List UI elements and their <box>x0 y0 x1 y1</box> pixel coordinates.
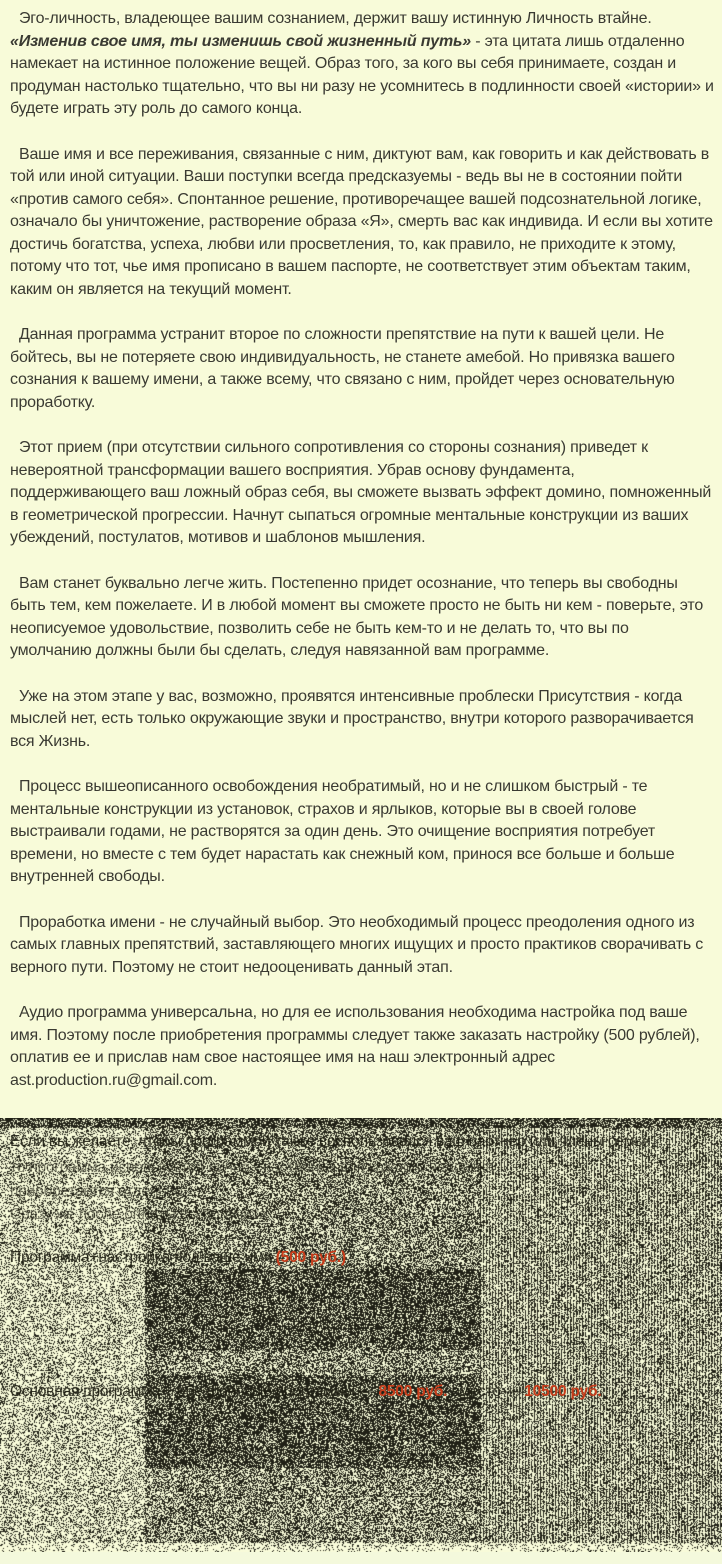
intro-rest: - эта цитата лишь отдаленно намекает на истинное положение вещей. Образ того, за кого вы себя принимаете, создан и продуман настолько тщательно, что вы ни разу не усомнитесь в подлинности своей «истории» и будете играть эту роль до самого конца. <box>10 32 714 117</box>
footer-line-after-payment: Сразу же после оплаты вы получите <box>10 1206 267 1223</box>
footer-line-personal-setup: то программа используется лично - настройка для каждого человека <box>10 1159 494 1176</box>
paragraph-presence: Уже на этом этапе у вас, возможно, проявятся интенсивные проблески Присутствия - когда мыслей нет, есть только окружающие звуки и пространство, внутри которого разворачивается вся Жизнь. <box>10 687 694 750</box>
paragraph-name-work: Проработка имени - не случайный выбор. Это необходимый процесс преодоления одного из самых главных препятствий, заставляющего многих ищущих и просто практиков сворачивать с верного пути. Поэтому не стоит недооценивать данный этап. <box>10 913 704 976</box>
paragraph-transformation: Этот прием (при отсутствии сильного сопротивления со стороны сознания) приведет к невероятной трансформации вашего восприятия. Убрав основу фундамента, поддерживающего ваш ложный образ себя, вы сможете вызвать эффект домино, помноженный в геометрической прогрессии. Начнут сыпаться огромные ментальные конструкции из ваших убеждений, постулатов, мотивов и шаблонов мышления. <box>10 439 712 546</box>
offer-setup-price: (500 руб.) <box>275 1249 346 1266</box>
paragraph-intro <box>10 8 714 121</box>
degraded-footer-block <box>0 1118 722 1552</box>
footer-offer-bundle <box>10 1382 710 1402</box>
paragraph-easier-life: Вам станет буквально легче жить. Постепенно придет осознание, что теперь вы свободны быть тем, кем пожелаете. И в любой момент вы сможете просто не быть ни кем - поверьте, это неописуемое удовольствие, позволить себе не быть кем-то и не делать то, что вы по умолчанию должны были бы сделать, следуя навязанной вам программе. <box>10 574 704 659</box>
intro-line: Эго-личность, владеющее вашим сознанием, держит вашу истинную Личность втайне. <box>19 10 652 27</box>
offer-bundle-mid: вместо — <box>447 1383 525 1400</box>
offer-bundle-price-old: 10500 руб. <box>524 1383 602 1400</box>
footer-line-family: Если вы желаете, чтобы программой также воспользовался ваш партнер или члены семьи, <box>10 1133 655 1150</box>
footer-line-separate: приобретается отдельно <box>10 1183 183 1200</box>
footer-offer-setup <box>10 1248 710 1268</box>
paragraph-audio-setup: Аудио программа универсальна, но для ее использования необходима настройка под ваше имя. Поэтому после приобретения программы следует также заказать настройку (500 рублей), оплатив ее и прислав нам свое настоящее имя на наш электронный адрес ast.production.ru@gmail.com. <box>10 1004 700 1089</box>
paragraph-program-purpose: Данная программа устранит второе по сложности препятствие на пути к вашей цели. Не бойтесь, вы не потеряете свою индивидуальность, не станете амебой. Но привязка вашего сознания к вашему имени, а также всему, что связано с ним, пройдет через основательную проработку. <box>10 326 675 411</box>
bottom-margin-strip <box>0 1552 722 1564</box>
offer-setup-label: Программа+настройка под ваше имя <box>10 1249 276 1266</box>
paragraph-name-dictates: Ваше имя и все переживания, связанные с ним, диктуют вам, как говорить и как действовать в той или иной ситуации. Ваши поступки всегда предсказуемы - ведь вы не в состоянии пойти «против самого себя». Спонтанное решение, противоречащее вашей подсознательной логике, означало бы уничтожение, растворение образа «Я», смерть вас как индивида. И если вы хотите достичь богатства, успеха, любви или просветления, то, как правило, не приходите к этому, потому что тот, чье имя прописано в вашем паспорте, не соответствует этим объектам таким, каким он является на текущий момент. <box>10 145 713 298</box>
paragraph-irreversible-process: Процесс вышеописанного освобождения необратимый, но и не слишком быстрый - те ментальные конструкции из установок, страхов и ярлыков, которые вы в своей голове выстраивали годами, не растворятся за один день. Это очищение восприятия потребует времени, но вместе с тем будет нарастать как снежный ком, принося все больше и больше внутренней свободы. <box>10 778 675 885</box>
offer-bundle-price-new: 8500 руб. <box>378 1383 448 1400</box>
offer-bundle-label: Основная программа + обе фоновые программы — <box>10 1383 379 1400</box>
quote-text: «Изменив свое имя, ты изменишь свой жизненный путь» <box>10 32 471 50</box>
